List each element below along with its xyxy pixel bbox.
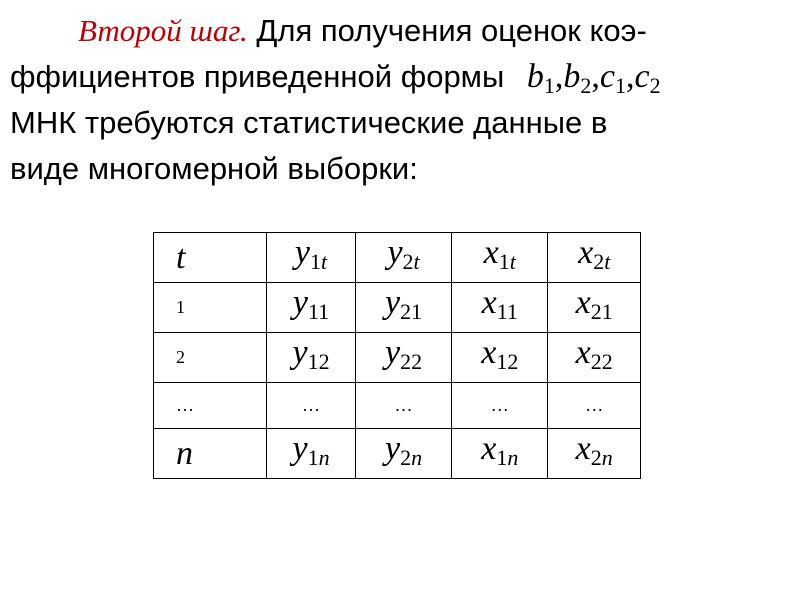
table-cell: y12 — [267, 333, 356, 383]
paragraph-line-3 — [10, 100, 790, 146]
coefficient-list: $b_1,b_2,c_1,c_2$ — [526, 58, 661, 98]
coef-c1: $c_1$ — [599, 58, 626, 98]
table-cell: … — [548, 383, 641, 429]
header-cell-x2t: x2t — [548, 233, 641, 283]
table-cell: x2n — [548, 429, 641, 479]
table-cell: x22 — [548, 333, 641, 383]
table-cell: y11 — [267, 283, 356, 333]
table-cell: x21 — [548, 283, 641, 333]
row-label: 1 — [154, 283, 267, 333]
header-cell-x1t: x1t — [452, 233, 548, 283]
header-cell-y1t: y1t — [267, 233, 356, 283]
line4-text: виде многомерной выборки: — [10, 151, 418, 186]
table-cell: y22 — [355, 333, 451, 383]
row-label: 2 — [154, 333, 267, 383]
paragraph-line-4 — [10, 146, 790, 192]
description-paragraph — [10, 8, 790, 192]
table-cell: y21 — [355, 283, 451, 333]
table-row — [154, 429, 641, 479]
table-cell: y1n — [267, 429, 356, 479]
table-cell: x11 — [452, 283, 548, 333]
row-label: n — [154, 429, 267, 479]
line1-text: Для получения оценок коэ- — [247, 13, 647, 48]
table-header-row — [154, 233, 641, 283]
line3-text: МНК требуются статистические данные в — [10, 105, 608, 140]
table-cell: … — [355, 383, 451, 429]
header-cell-y2t: y2t — [355, 233, 451, 283]
coef-c2: $c_2$ — [634, 58, 661, 98]
table-cell: … — [267, 383, 356, 429]
header-cell-t: t — [154, 233, 267, 283]
line2-text: ффициентов приведенной формы — [10, 59, 505, 94]
coef-b1: $b_1$ — [526, 58, 555, 98]
paragraph-line-1 — [10, 8, 790, 54]
table-cell: y2n — [355, 429, 451, 479]
table-cell: x12 — [452, 333, 548, 383]
paragraph-line-2 — [10, 54, 790, 100]
table-cell: x1n — [452, 429, 548, 479]
table-row — [154, 333, 641, 383]
step-label: Второй шаг. — [78, 13, 248, 48]
sample-data-table — [153, 232, 641, 479]
table-cell: … — [452, 383, 548, 429]
row-label: … — [154, 383, 267, 429]
coef-b2: $b_2$ — [563, 58, 592, 98]
table-row — [154, 383, 641, 429]
table-row — [154, 283, 641, 333]
